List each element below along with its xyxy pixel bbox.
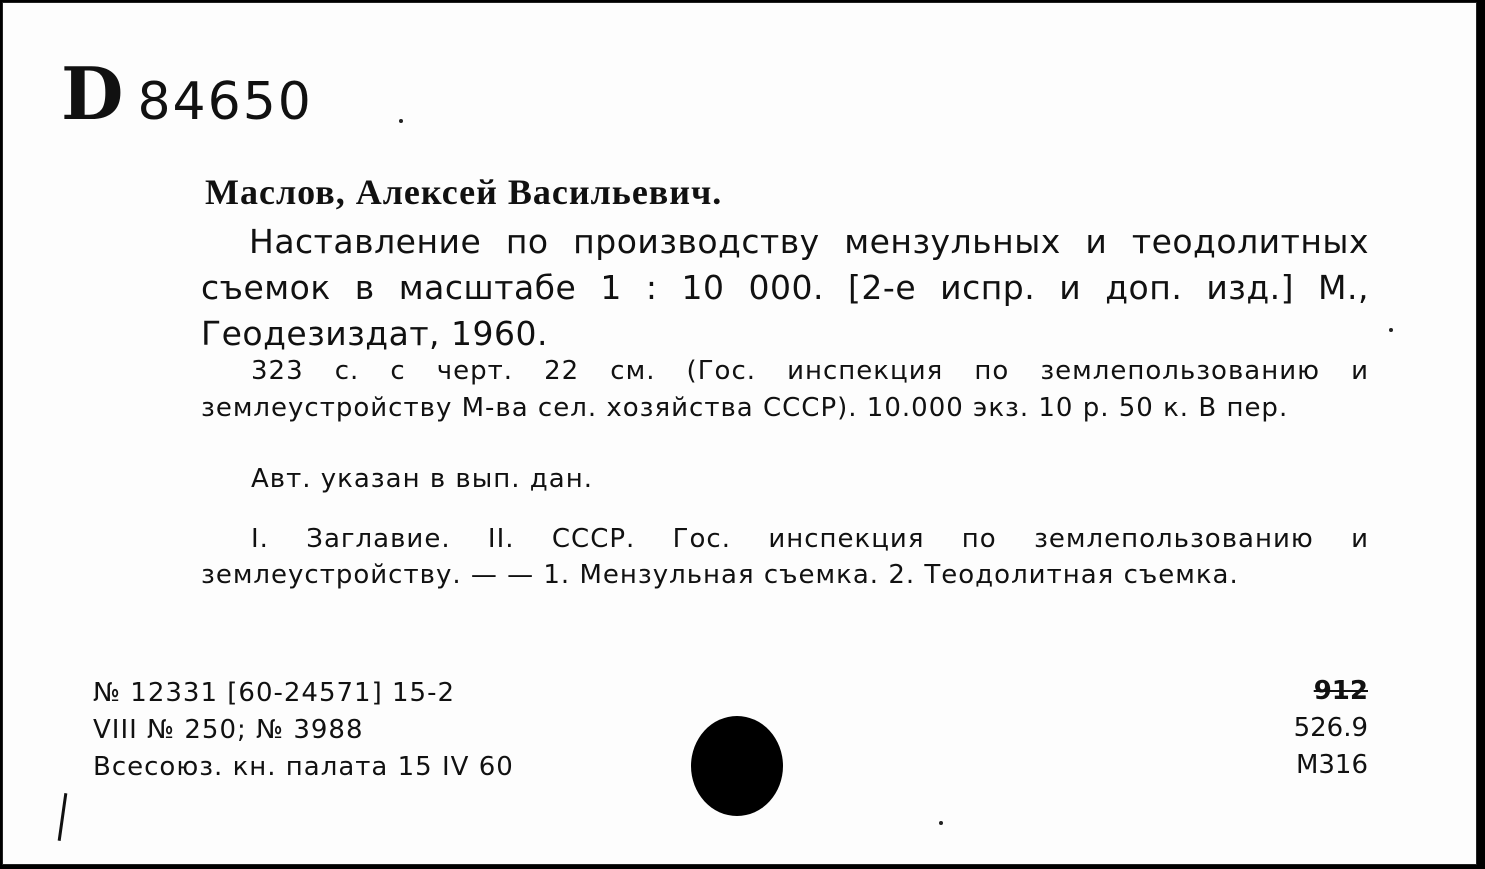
author-heading: Маслов, Алексей Васильевич. bbox=[205, 172, 723, 212]
call-number-digits: 84650 bbox=[137, 72, 313, 132]
title-statement: Наставление по производству мензульных и теодолитных съемок в масштабе 1 : 10 000. [2-е испр. и доп. изд.] М., Геодезиздат, 1960. bbox=[201, 222, 1369, 353]
registry-line-3: Всесоюз. кн. палата 15 IV 60 bbox=[93, 752, 514, 782]
speck bbox=[939, 821, 943, 825]
registry-line-2: VIII № 250; № 3988 bbox=[93, 715, 364, 745]
classification bbox=[1294, 673, 1368, 784]
call-letter: D bbox=[61, 51, 124, 136]
registry-line-1: № 12331 [60-24571] 15-2 bbox=[93, 678, 456, 708]
udc-number: 526.9 bbox=[1293, 713, 1368, 743]
author-mark: М316 bbox=[1295, 750, 1368, 780]
note: Авт. указан в вып. дан. bbox=[251, 464, 593, 494]
old-class-number: 912 bbox=[1313, 676, 1368, 706]
catalog-card bbox=[2, 2, 1477, 865]
speck bbox=[1389, 328, 1393, 332]
pencil-mark bbox=[58, 793, 68, 841]
tracings: I. Заглавие. II. СССР. Гос. инспекция по землепользованию и землеустройству. — — 1. Мензульная съемка. 2. Теодолитная съемка. bbox=[201, 524, 1369, 590]
call-number bbox=[61, 51, 313, 136]
registry-info bbox=[93, 675, 514, 786]
collation: 323 с. с черт. 22 см. (Гос. инспекция по землепользованию и землеустройству М-ва сел. хозяйства СССР). 10.000 экз. 10 р. 50 к. В пер. bbox=[201, 356, 1369, 423]
punch-hole bbox=[691, 716, 783, 816]
speck bbox=[399, 119, 403, 123]
